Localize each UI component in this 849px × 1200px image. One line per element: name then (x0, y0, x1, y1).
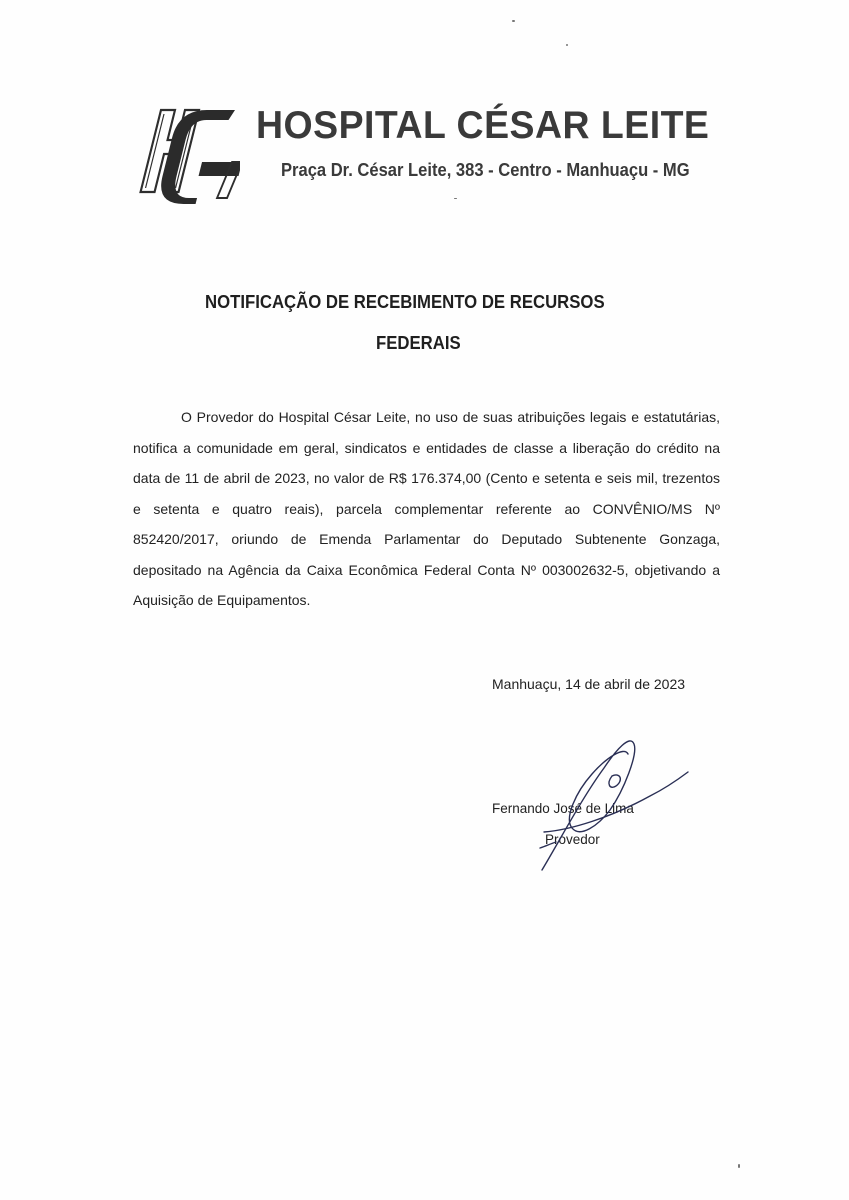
signer-role: Provedor (545, 832, 600, 847)
place-and-date: Manhuaçu, 14 de abril de 2023 (492, 676, 686, 692)
scan-speck (566, 44, 568, 46)
hcl-monogram-logo-icon (128, 106, 240, 206)
scan-speck (454, 198, 457, 199)
document-title-line-2: FEDERAIS (376, 333, 461, 353)
scan-speck (512, 20, 515, 22)
signer-name: Fernando José de Lima (492, 801, 634, 816)
notification-paragraph: O Provedor do Hospital César Leite, no uso de suas atribuições legais e estatutárias, notifica a comunidade em geral, sindicatos e entidades de classe a liberação do crédito na data de 11 de abril de 2023, no valor de R$ 176.374,00 (Cento e setenta e seis mil, trezentos e setenta e quatro reais), parcela complementar referente ao CONVÊNIO/MS Nº 852420/2017, oriundo de Emenda Parlamentar do Deputado Subtenente Gonzaga, depositado na Agência da Caixa Econômica Federal Conta Nº 003002632-5, objetivando a Aquisição de Equipamentos. (133, 409, 720, 608)
document-title-line-1: NOTIFICAÇÃO DE RECEBIMENTO DE RECURSOS (205, 292, 605, 312)
hospital-address: Praça Dr. César Leite, 383 - Centro - Manhuaçu - MG (281, 160, 690, 180)
hospital-name: HOSPITAL CÉSAR LEITE (256, 104, 710, 147)
scan-speck (738, 1164, 740, 1168)
handwritten-signature-icon (520, 720, 690, 890)
